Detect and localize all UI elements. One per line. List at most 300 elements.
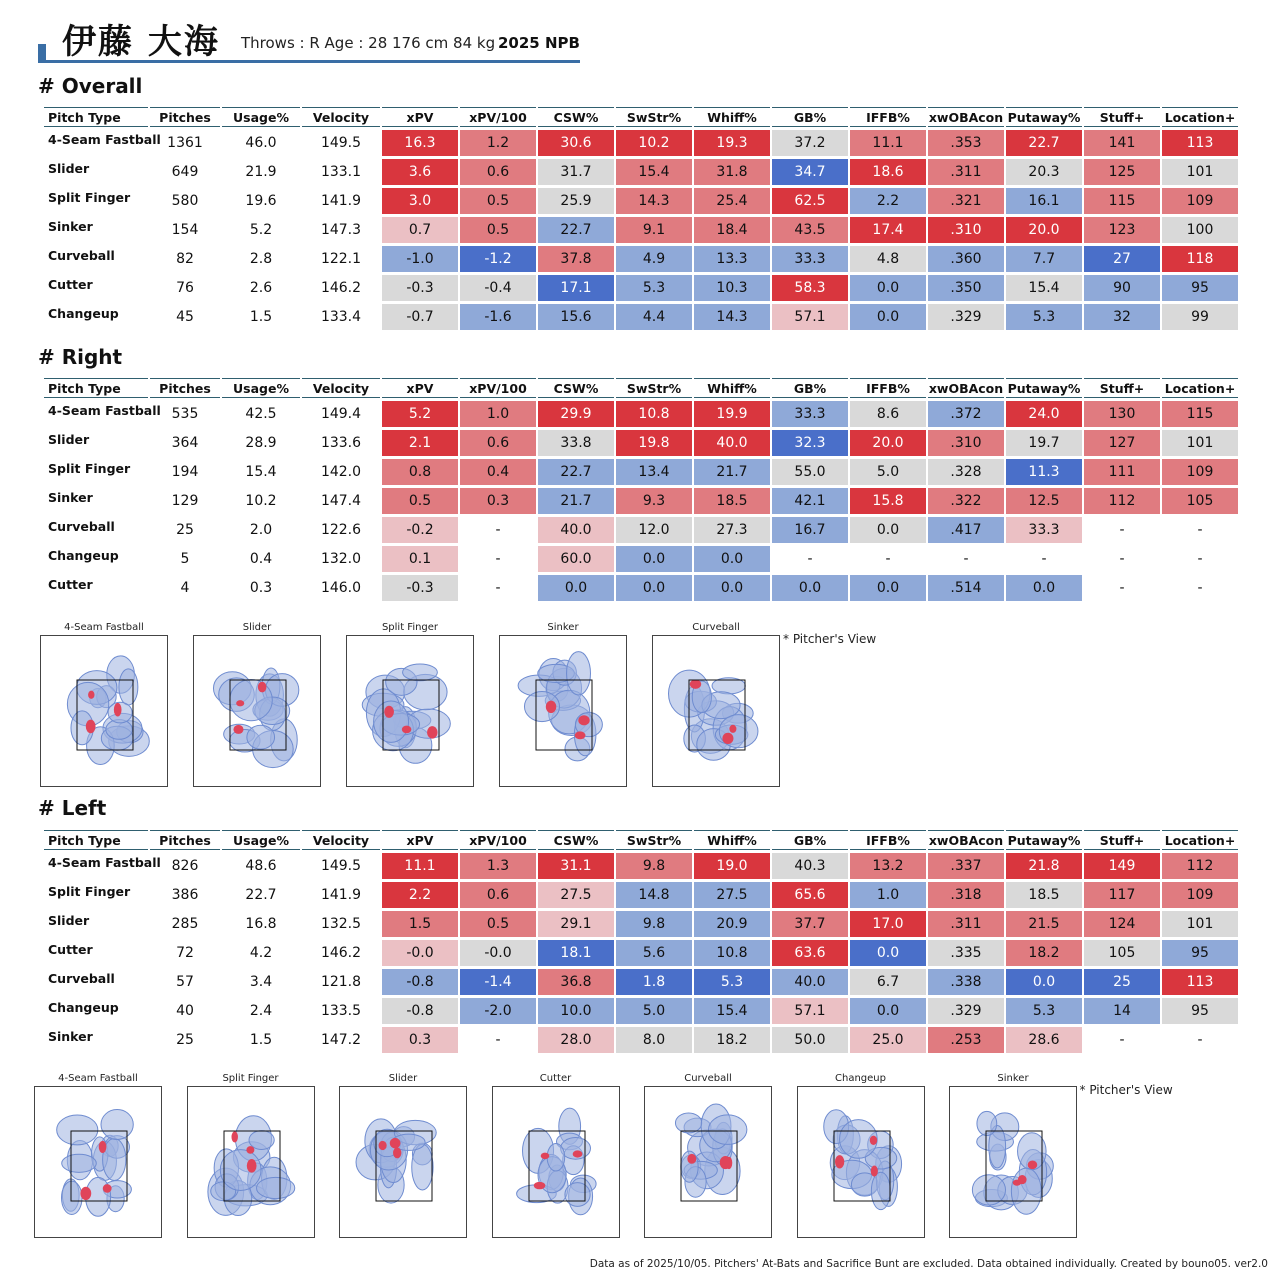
- stat-cell: 45: [176, 309, 194, 325]
- stat-cell: 2.4: [249, 1003, 273, 1019]
- stat-cell: 21.9: [245, 164, 277, 180]
- stat-cell: -1.0: [382, 246, 458, 272]
- density-hotspot: [834, 1155, 843, 1168]
- column-header: xPV/100: [460, 107, 536, 127]
- stat-cell: 11.3: [1006, 459, 1082, 485]
- heatmap-box: [949, 1086, 1077, 1238]
- section-title: # Overall: [38, 74, 143, 98]
- pitch-type-cell: Changeup: [48, 548, 119, 563]
- stat-cell: -2.0: [460, 998, 536, 1024]
- stat-cell: 95: [1162, 275, 1238, 301]
- stat-cell: 20.0: [850, 430, 926, 456]
- pitch-type-cell: Sinker: [48, 219, 93, 234]
- stat-cell: 2.8: [249, 251, 273, 267]
- stat-cell: 132.0: [320, 551, 362, 567]
- stat-cell: 40: [176, 1003, 194, 1019]
- density-hotspot: [390, 1138, 401, 1149]
- stat-cell: 0.0: [694, 546, 770, 572]
- stat-cell: 0.7: [382, 217, 458, 243]
- stat-cell: 4.2: [249, 945, 273, 961]
- density-hotspot: [720, 1156, 731, 1169]
- stat-cell: 13.4: [616, 459, 692, 485]
- column-header: SwStr%: [616, 107, 692, 127]
- stat-cell: -1.4: [460, 969, 536, 995]
- stat-cell: 55.0: [772, 459, 848, 485]
- stat-cell: 33.3: [1006, 517, 1082, 543]
- table-row: [44, 911, 1238, 937]
- section-title: # Right: [38, 345, 123, 369]
- stat-cell: 133.5: [320, 1003, 362, 1019]
- stat-cell: 19.9: [694, 401, 770, 427]
- stat-cell: 10.8: [694, 940, 770, 966]
- stat-cell: 0.0: [616, 575, 692, 601]
- density-hotspot: [546, 701, 556, 713]
- stat-cell: 826: [171, 858, 199, 874]
- stat-cell: 101: [1162, 430, 1238, 456]
- table-row: [44, 546, 1238, 572]
- heatmap-panel: [34, 1073, 162, 1241]
- stat-cell: 5.3: [1006, 304, 1082, 330]
- stat-cell: 149.5: [320, 135, 362, 151]
- stat-cell: 16.8: [245, 916, 277, 932]
- stat-cell: .514: [928, 575, 1004, 601]
- density-blob: [871, 1172, 890, 1209]
- table-row: [44, 246, 1238, 272]
- stat-cell: 125: [1084, 159, 1160, 185]
- stat-cell: 386: [171, 887, 199, 903]
- density-blob: [247, 725, 275, 749]
- stat-cell: 4.4: [616, 304, 692, 330]
- stat-cell: 1.8: [616, 969, 692, 995]
- density-hotspot: [246, 1159, 256, 1173]
- heatmap-box: [652, 635, 780, 787]
- stat-cell: 22.7: [1006, 130, 1082, 156]
- stat-cell: 122.6: [320, 522, 362, 538]
- table-row: [44, 998, 1238, 1024]
- stat-cell: .253: [928, 1027, 1004, 1053]
- stat-cell: 25.9: [538, 188, 614, 214]
- stat-cell: .417: [928, 517, 1004, 543]
- pitch-type-cell: Cutter: [48, 277, 93, 292]
- stat-cell: 141: [1084, 130, 1160, 156]
- stat-cell: 0.0: [850, 517, 926, 543]
- density-blob: [57, 1115, 98, 1145]
- stat-cell: 37.8: [538, 246, 614, 272]
- stat-cell: 6.7: [850, 969, 926, 995]
- density-blob: [564, 1183, 589, 1207]
- column-header: CSW%: [538, 107, 614, 127]
- stat-cell: 19.8: [616, 430, 692, 456]
- stat-cell: 0.0: [694, 575, 770, 601]
- density-blob: [1011, 1168, 1041, 1214]
- stat-cell: 14.8: [616, 882, 692, 908]
- density-hotspot: [80, 1187, 91, 1200]
- pitch-type-cell: Curveball: [48, 971, 115, 986]
- stat-cell: 32: [1084, 304, 1160, 330]
- column-header: IFFB%: [850, 378, 926, 398]
- stat-cell: 22.7: [538, 217, 614, 243]
- stat-cell: 72: [176, 945, 194, 961]
- stat-cell: 90: [1084, 275, 1160, 301]
- stat-cell: 37.2: [772, 130, 848, 156]
- heatmap-box: [187, 1086, 315, 1238]
- stat-cell: 0.5: [382, 488, 458, 514]
- stat-cell: 15.4: [694, 998, 770, 1024]
- table-row: [44, 159, 1238, 185]
- stat-cell: -: [495, 522, 501, 538]
- stat-cell: 19.6: [245, 193, 277, 209]
- column-header: xPV: [382, 830, 458, 850]
- stat-cell: 40.0: [538, 517, 614, 543]
- stat-cell: 149.5: [320, 858, 362, 874]
- column-header: SwStr%: [616, 378, 692, 398]
- column-header: Usage%: [222, 107, 300, 127]
- pitch-type-cell: Split Finger: [48, 884, 131, 899]
- stat-cell: 17.4: [850, 217, 926, 243]
- stat-cell: 57.1: [772, 998, 848, 1024]
- heatmap-svg: [41, 636, 167, 786]
- stat-cell: 21.5: [1006, 911, 1082, 937]
- heatmap-box: [40, 635, 168, 787]
- stat-cell: 5.3: [616, 275, 692, 301]
- density-hotspot: [427, 726, 437, 738]
- stat-cell: -1.2: [460, 246, 536, 272]
- stat-cell: 0.5: [460, 188, 536, 214]
- stat-cell: 13.3: [694, 246, 770, 272]
- stat-cell: 21.7: [694, 459, 770, 485]
- heatmap-box: [492, 1086, 620, 1238]
- heatmap-box: [339, 1086, 467, 1238]
- stat-cell: .329: [928, 998, 1004, 1024]
- table-row: [44, 853, 1238, 879]
- column-header: Whiff%: [694, 378, 770, 398]
- stat-cell: -0.8: [382, 998, 458, 1024]
- stat-cell: 33.3: [772, 246, 848, 272]
- stat-cell: 149.4: [320, 406, 362, 422]
- column-header: Stuff+: [1084, 378, 1160, 398]
- stat-cell: 113: [1162, 130, 1238, 156]
- stat-cell: -1.6: [460, 304, 536, 330]
- stat-cell: 5: [180, 551, 190, 567]
- stat-cell: 364: [171, 435, 199, 451]
- stat-cell: 40.3: [772, 853, 848, 879]
- stat-cell: 535: [171, 406, 199, 422]
- stats-table: [42, 104, 1240, 333]
- stat-cell: 60.0: [538, 546, 614, 572]
- stat-cell: -: [495, 580, 501, 596]
- stat-cell: 9.8: [616, 853, 692, 879]
- density-hotspot: [1028, 1160, 1038, 1169]
- table-row: [44, 459, 1238, 485]
- stat-cell: 121.8: [320, 974, 362, 990]
- stat-cell: 0.8: [382, 459, 458, 485]
- stat-cell: 0.0: [616, 546, 692, 572]
- stat-cell: 105: [1084, 940, 1160, 966]
- stat-cell: 14.3: [616, 188, 692, 214]
- stat-cell: 8.0: [616, 1027, 692, 1053]
- stat-cell: 122.1: [320, 251, 362, 267]
- stat-cell: .329: [928, 304, 1004, 330]
- density-blobs: [972, 1111, 1053, 1214]
- heatmap-panel: [40, 622, 168, 790]
- stat-cell: 36.8: [538, 969, 614, 995]
- stat-cell: .353: [928, 130, 1004, 156]
- stat-cell: 0.5: [460, 911, 536, 937]
- footer-note: Data as of 2025/10/05. Pitchers' At-Bats and Sacrifice Bunt are excluded. Data obtained individually. Created by bouno05. ver2.0: [589, 1258, 1268, 1270]
- stat-cell: 8.6: [850, 401, 926, 427]
- stat-cell: 5.0: [850, 459, 926, 485]
- stat-cell: -0.4: [460, 275, 536, 301]
- density-blobs: [57, 1110, 134, 1217]
- table-row: [44, 430, 1238, 456]
- column-header: xPV/100: [460, 830, 536, 850]
- density-hotspot: [575, 731, 586, 739]
- stat-cell: 1.5: [249, 309, 273, 325]
- pitch-type-cell: Changeup: [48, 1000, 119, 1015]
- stat-cell: 22.7: [245, 887, 277, 903]
- column-header: SwStr%: [616, 830, 692, 850]
- stat-cell: 0.3: [460, 488, 536, 514]
- section-title: # Left: [38, 796, 107, 820]
- stat-cell: 19.7: [1006, 430, 1082, 456]
- stat-cell: 11.1: [850, 130, 926, 156]
- stat-cell: 3.4: [249, 974, 273, 990]
- column-header: IFFB%: [850, 830, 926, 850]
- stat-cell: 12.5: [1006, 488, 1082, 514]
- column-header: Whiff%: [694, 107, 770, 127]
- table-row: [44, 575, 1238, 601]
- column-header: Pitch Type: [44, 107, 148, 127]
- stat-cell: .310: [928, 430, 1004, 456]
- table-row: [44, 488, 1238, 514]
- stat-cell: 18.6: [850, 159, 926, 185]
- stat-cell: 95: [1162, 998, 1238, 1024]
- density-blob: [249, 1131, 274, 1150]
- column-header: CSW%: [538, 378, 614, 398]
- stat-cell: 95: [1162, 940, 1238, 966]
- density-hotspot: [540, 1153, 549, 1159]
- stat-cell: 50.0: [772, 1027, 848, 1053]
- stat-cell: 16.7: [772, 517, 848, 543]
- stat-cell: 133.4: [320, 309, 362, 325]
- heatmap-panel: [346, 622, 474, 790]
- column-header: xPV: [382, 107, 458, 127]
- heatmap-svg: [798, 1087, 924, 1237]
- column-header: xwOBAcon: [928, 830, 1004, 850]
- stat-cell: 112: [1084, 488, 1160, 514]
- stat-cell: 0.4: [460, 459, 536, 485]
- density-hotspot: [246, 1146, 254, 1154]
- column-header: xwOBAcon: [928, 378, 1004, 398]
- column-header: Usage%: [222, 378, 300, 398]
- stat-cell: 4: [180, 580, 190, 596]
- heatmap-label: Changeup: [835, 1073, 886, 1084]
- player-info: Throws : R Age : 28 176 cm 84 kg: [241, 34, 496, 52]
- stat-cell: -: [495, 551, 501, 567]
- density-hotspot: [1018, 1175, 1027, 1184]
- stat-cell: 285: [171, 916, 199, 932]
- stat-cell: 27.5: [538, 882, 614, 908]
- heatmap-svg: [188, 1087, 314, 1237]
- stat-cell: 133.6: [320, 435, 362, 451]
- heatmap-svg: [35, 1087, 161, 1237]
- density-blobs: [518, 652, 602, 761]
- stat-cell: 0.1: [382, 546, 458, 572]
- stat-cell: 18.5: [1006, 882, 1082, 908]
- stat-cell: 46.0: [245, 135, 277, 151]
- stat-cell: 33.3: [772, 401, 848, 427]
- stat-cell: 99: [1162, 304, 1238, 330]
- stat-cell: 3.0: [382, 188, 458, 214]
- stat-cell: 40.0: [772, 969, 848, 995]
- stat-cell: 5.2: [249, 222, 273, 238]
- heatmap-panel: [652, 622, 780, 790]
- stat-cell: 112: [1162, 853, 1238, 879]
- stat-cell: 133.1: [320, 164, 362, 180]
- heatmap-box: [499, 635, 627, 787]
- stat-cell: 141.9: [320, 193, 362, 209]
- stat-cell: 0.0: [1006, 575, 1082, 601]
- stat-cell: 109: [1162, 882, 1238, 908]
- stat-cell: 1.5: [382, 911, 458, 937]
- stat-cell: 4.8: [850, 246, 926, 272]
- pitchers-view-note: * Pitcher's View: [1079, 1083, 1173, 1097]
- stat-cell: 12.0: [616, 517, 692, 543]
- density-blob: [977, 1111, 997, 1135]
- column-header: Pitches: [150, 378, 220, 398]
- stats-table: [42, 375, 1240, 604]
- stat-cell: 31.1: [538, 853, 614, 879]
- stat-cell: 17.0: [850, 911, 926, 937]
- stat-cell: 129: [171, 493, 199, 509]
- density-hotspot: [258, 682, 267, 693]
- density-blobs: [675, 1104, 746, 1197]
- density-blob: [412, 1144, 433, 1190]
- heatmap-box: [644, 1086, 772, 1238]
- stat-cell: .322: [928, 488, 1004, 514]
- heatmap-label: Slider: [242, 622, 272, 633]
- heatmap-label: Cutter: [539, 1073, 572, 1084]
- stat-cell: 27.3: [694, 517, 770, 543]
- stat-cell: -0.0: [460, 940, 536, 966]
- stat-cell: 15.4: [1006, 275, 1082, 301]
- heatmap-label: Split Finger: [222, 1073, 279, 1084]
- table-row: [44, 940, 1238, 966]
- stat-cell: .337: [928, 853, 1004, 879]
- stat-cell: .311: [928, 159, 1004, 185]
- column-header: Usage%: [222, 830, 300, 850]
- density-blob: [101, 1110, 133, 1140]
- stat-cell: .372: [928, 401, 1004, 427]
- stat-cell: -: [1119, 1032, 1125, 1048]
- stat-cell: 115: [1162, 401, 1238, 427]
- stat-cell: 63.6: [772, 940, 848, 966]
- density-hotspot: [231, 1131, 237, 1142]
- column-header: xPV: [382, 378, 458, 398]
- heatmap-svg: [340, 1087, 466, 1237]
- stat-cell: -: [1119, 551, 1125, 567]
- stat-cell: 147.2: [320, 1032, 362, 1048]
- stat-cell: .311: [928, 911, 1004, 937]
- stat-cell: 10.2: [616, 130, 692, 156]
- stat-cell: -0.3: [382, 275, 458, 301]
- heatmap-box: [193, 635, 321, 787]
- stat-cell: 65.6: [772, 882, 848, 908]
- stat-cell: .350: [928, 275, 1004, 301]
- stat-cell: 0.0: [850, 940, 926, 966]
- stat-cell: 32.3: [772, 430, 848, 456]
- stat-cell: -: [807, 551, 813, 567]
- heatmap-panel: [949, 1073, 1077, 1241]
- stat-cell: 111: [1084, 459, 1160, 485]
- stat-cell: 1.5: [249, 1032, 273, 1048]
- stat-cell: 5.2: [382, 401, 458, 427]
- column-header: Pitches: [150, 830, 220, 850]
- stat-cell: .335: [928, 940, 1004, 966]
- column-header: Putaway%: [1006, 107, 1082, 127]
- column-header: xPV/100: [460, 378, 536, 398]
- density-hotspot: [236, 700, 244, 706]
- heatmap-svg: [493, 1087, 619, 1237]
- stat-cell: -0.2: [382, 517, 458, 543]
- heatmap-panel: [339, 1073, 467, 1241]
- heatmap-label: Sinker: [547, 622, 579, 633]
- stat-cell: 14.3: [694, 304, 770, 330]
- stat-cell: 0.5: [460, 217, 536, 243]
- heatmap-panel: [644, 1073, 772, 1241]
- stat-cell: 1.0: [460, 401, 536, 427]
- stat-cell: 5.0: [616, 998, 692, 1024]
- stat-cell: 113: [1162, 969, 1238, 995]
- density-hotspot: [690, 679, 701, 688]
- stat-cell: 7.7: [1006, 246, 1082, 272]
- stat-cell: 15.8: [850, 488, 926, 514]
- density-hotspot: [384, 706, 394, 718]
- stat-cell: 649: [171, 164, 199, 180]
- stat-cell: 109: [1162, 188, 1238, 214]
- heatmap-panel: [187, 1073, 315, 1241]
- density-hotspot: [88, 691, 94, 699]
- pitch-type-cell: Sinker: [48, 490, 93, 505]
- heatmap-label: 4-Seam Fastball: [64, 622, 144, 633]
- stat-cell: 5.3: [1006, 998, 1082, 1024]
- column-header: Whiff%: [694, 830, 770, 850]
- stat-cell: -: [1197, 1032, 1203, 1048]
- stat-cell: 29.1: [538, 911, 614, 937]
- stat-cell: -: [1197, 522, 1203, 538]
- stat-cell: 5.3: [694, 969, 770, 995]
- player-name: 伊藤 大海: [62, 22, 220, 62]
- stat-cell: 146.2: [320, 945, 362, 961]
- heatmap-svg: [194, 636, 320, 786]
- stat-cell: 43.5: [772, 217, 848, 243]
- pitch-type-cell: Split Finger: [48, 190, 131, 205]
- stat-cell: 28.6: [1006, 1027, 1082, 1053]
- density-hotspot: [402, 726, 412, 734]
- column-header: Pitch Type: [44, 378, 148, 398]
- density-hotspot: [379, 1141, 387, 1150]
- pitch-type-cell: Cutter: [48, 942, 93, 957]
- header: [38, 12, 580, 62]
- stat-cell: -0.7: [382, 304, 458, 330]
- stat-cell: 2.6: [249, 280, 273, 296]
- stat-cell: 142.0: [320, 464, 362, 480]
- column-header: Stuff+: [1084, 107, 1160, 127]
- table-row: [44, 401, 1238, 427]
- stat-cell: 10.3: [694, 275, 770, 301]
- stat-cell: 1361: [167, 135, 203, 151]
- stat-cell: 101: [1162, 911, 1238, 937]
